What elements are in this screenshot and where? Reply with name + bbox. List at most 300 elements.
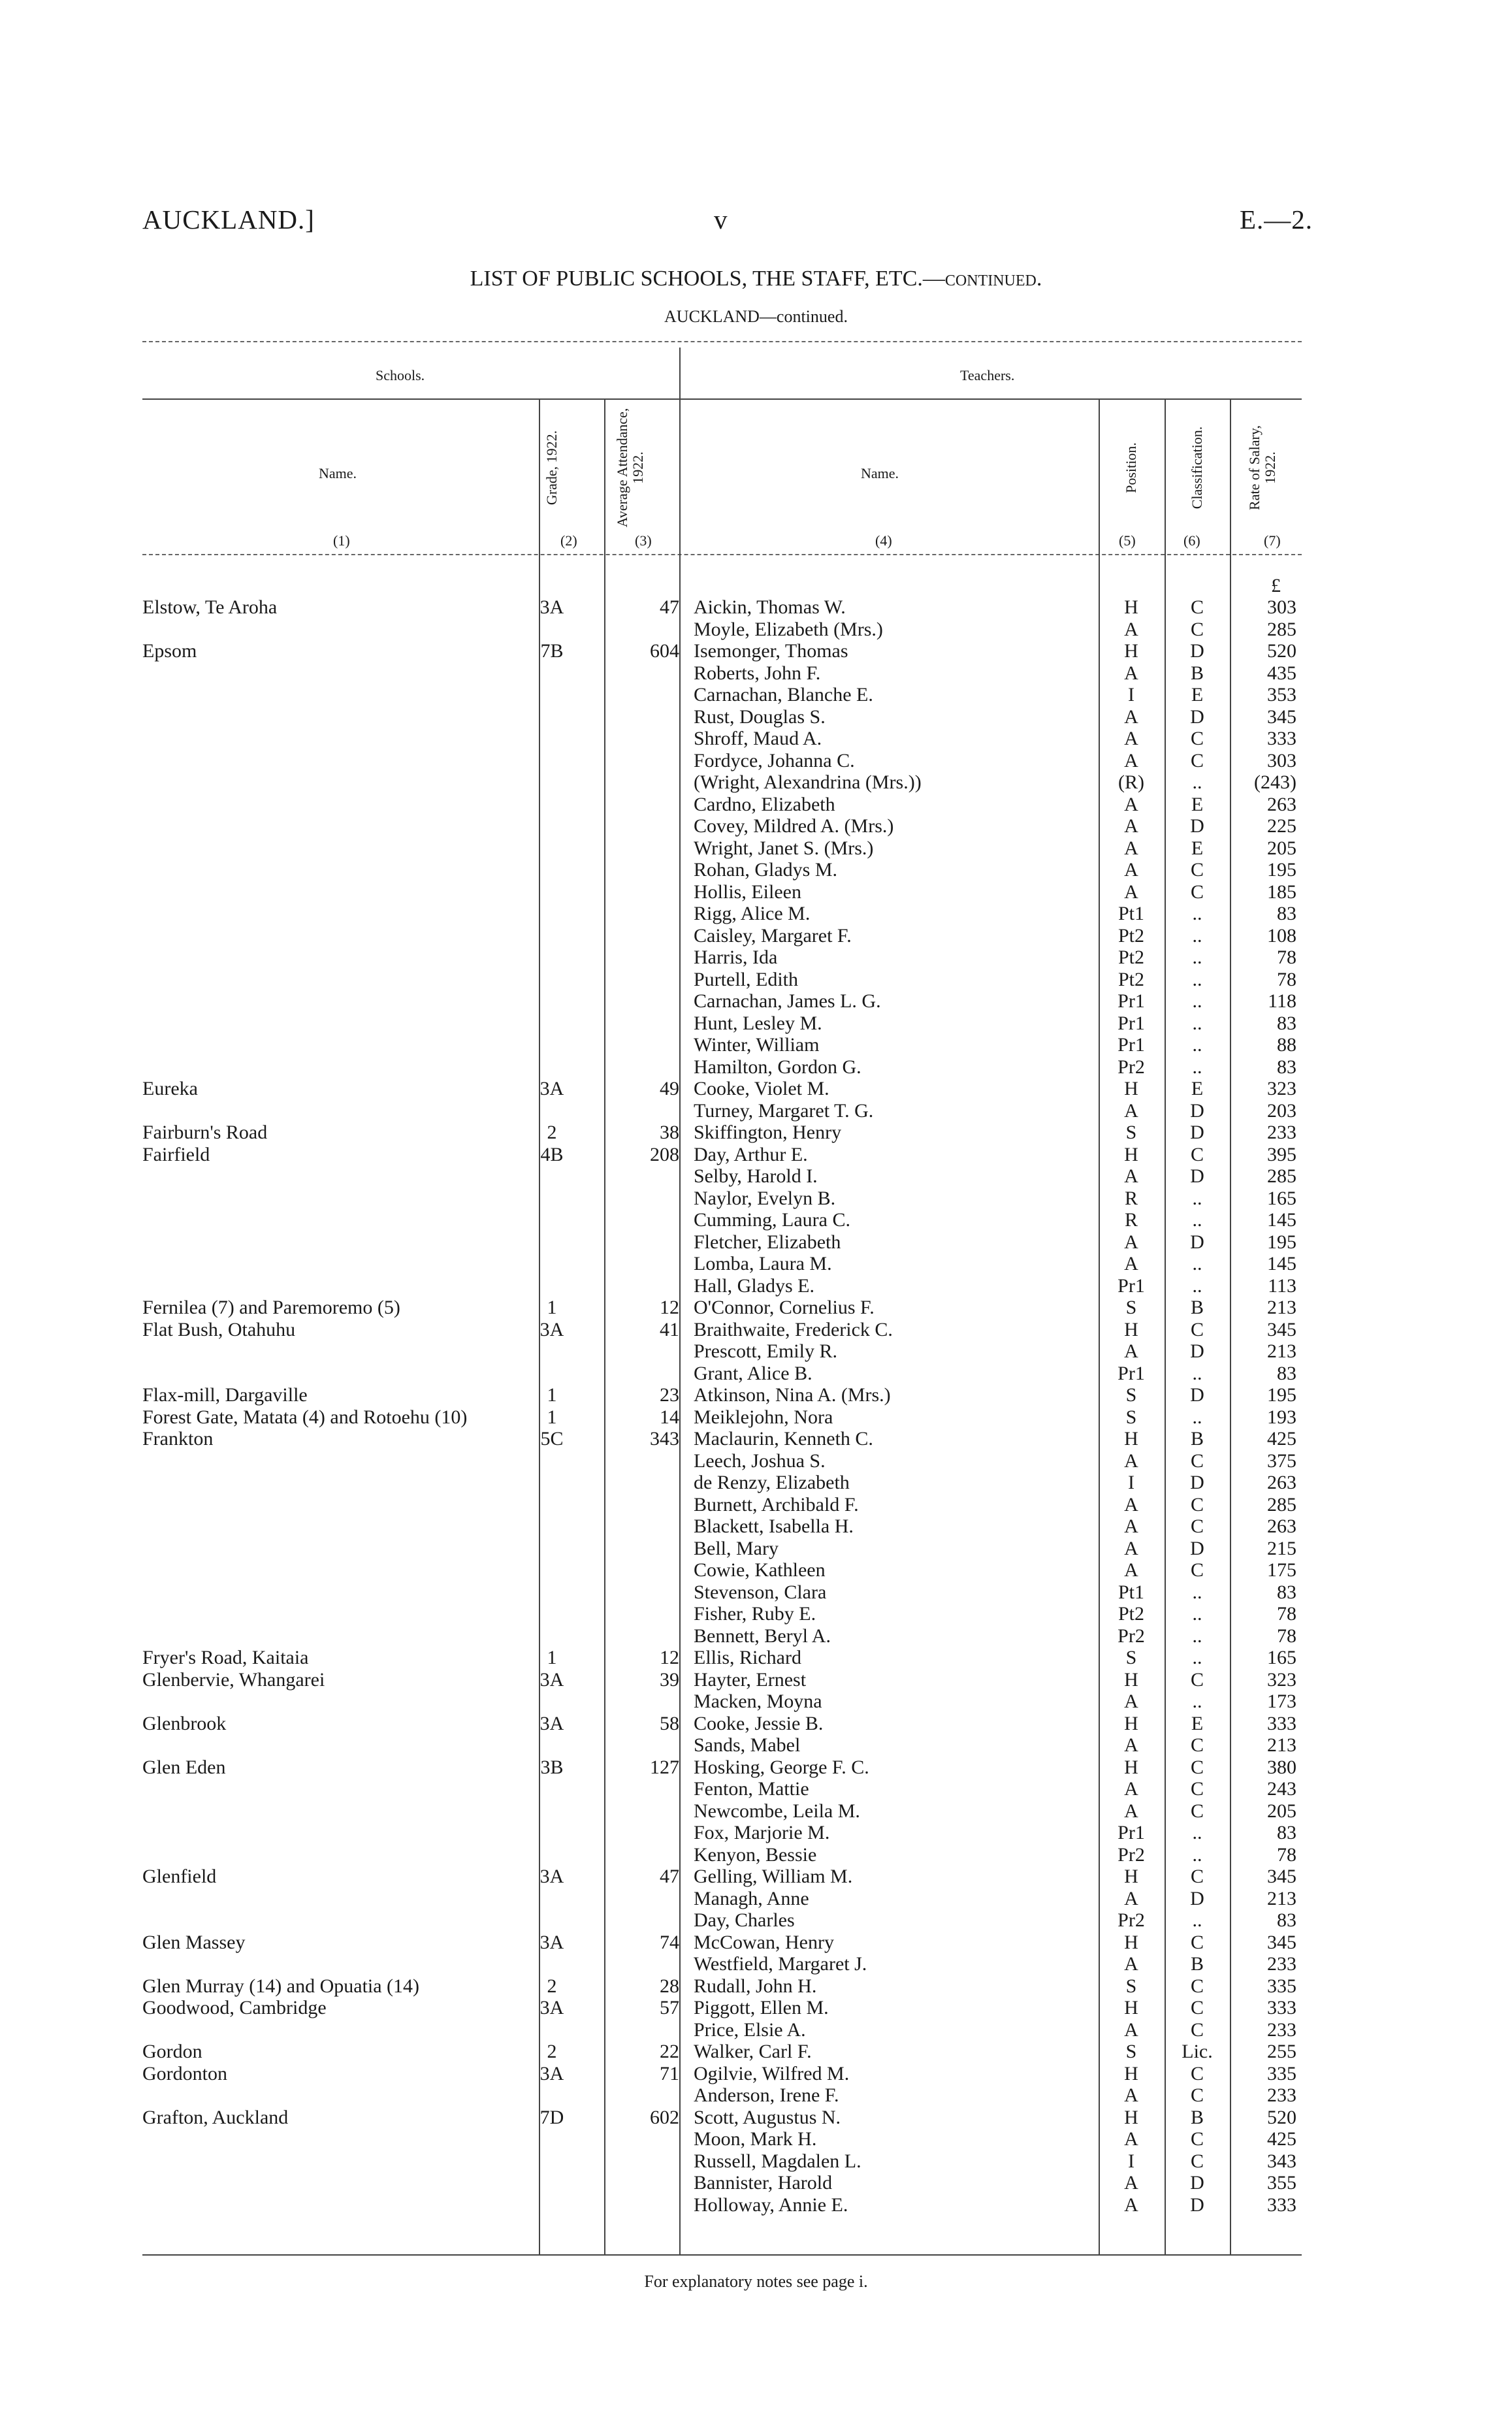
table-row	[0, 750, 1512, 772]
teacher-name: Harris, Ida	[694, 947, 778, 968]
teacher-classification: B	[1190, 1297, 1204, 1318]
teacher-name: Day, Charles	[694, 1909, 795, 1931]
school-grade: 3A	[539, 2062, 564, 2084]
teacher-position: S	[1125, 2041, 1137, 2062]
teacher-salary: 88	[1277, 1034, 1296, 1056]
school-grade: 1	[547, 1297, 557, 1318]
school-grade: 2	[547, 1975, 557, 1997]
teacher-salary: 375	[1267, 1450, 1296, 1472]
teacher-name: Lomba, Laura M.	[694, 1253, 832, 1274]
school-name: Fryer's Road, Kaitaia	[142, 1647, 309, 1668]
school-attendance: 38	[660, 1122, 679, 1143]
teacher-classification: ..	[1192, 968, 1202, 990]
header-attendance: Average Attendance, 1922.	[614, 408, 646, 528]
teacher-name: Hosking, George F. C.	[694, 1756, 869, 1778]
teacher-name: Moon, Mark H.	[694, 2128, 817, 2150]
teacher-classification: C	[1190, 749, 1204, 771]
school-attendance: 23	[660, 1384, 679, 1406]
currency-symbol: £	[1271, 575, 1281, 596]
teacher-classification: B	[1190, 1953, 1204, 1975]
teacher-name: Rust, Douglas S.	[694, 705, 826, 728]
teacher-classification: D	[1190, 2172, 1204, 2194]
teacher-position: A	[1124, 1537, 1138, 1559]
teacher-name: Piggott, Ellen M.	[694, 1997, 829, 2018]
teacher-name: Ellis, Richard	[694, 1647, 801, 1668]
table-row	[0, 1428, 1512, 1450]
teacher-salary: 215	[1267, 1537, 1296, 1559]
table-row	[0, 1844, 1512, 1866]
teacher-position: H	[1124, 640, 1138, 662]
teacher-name: Braithwaite, Frederick C.	[694, 1318, 893, 1340]
teacher-name: Hamilton, Gordon G.	[694, 1056, 861, 1078]
teacher-classification: C	[1190, 1450, 1204, 1472]
teacher-classification: C	[1190, 1997, 1204, 2018]
table-row	[0, 794, 1512, 816]
school-name: Gordon	[142, 2041, 202, 2062]
teacher-classification: ..	[1192, 1625, 1202, 1647]
teacher-name: Sands, Mabel	[694, 1734, 801, 1756]
teacher-salary: 78	[1277, 1603, 1296, 1625]
school-grade: 1	[547, 1647, 557, 1668]
footer-note: For explanatory notes see page i.	[644, 2272, 868, 2291]
teacher-position: H	[1124, 1931, 1138, 1953]
teacher-position: A	[1124, 1253, 1138, 1274]
teacher-position: A	[1124, 1559, 1138, 1581]
teacher-name: de Renzy, Elizabeth	[694, 1472, 850, 1493]
teacher-classification: ..	[1192, 1056, 1202, 1078]
teacher-classification: C	[1190, 1668, 1204, 1691]
teacher-salary: 213	[1267, 1734, 1296, 1756]
school-name: Flat Bush, Otahuhu	[142, 1318, 296, 1340]
table-row	[0, 1932, 1512, 1954]
teacher-position: H	[1124, 1866, 1138, 1887]
teacher-salary: 303	[1267, 596, 1296, 618]
teacher-position: Pr1	[1118, 1362, 1145, 1384]
school-name: Epsom	[142, 640, 197, 662]
table-row	[0, 1231, 1512, 1254]
teacher-salary: 78	[1277, 1843, 1296, 1866]
teacher-salary: 285	[1267, 1165, 1296, 1187]
teacher-salary: 175	[1267, 1559, 1296, 1581]
teacher-position: H	[1124, 1318, 1138, 1340]
table-row	[0, 1340, 1512, 1363]
teacher-name: Cooke, Violet M.	[694, 1078, 829, 1099]
teacher-salary: 380	[1267, 1756, 1296, 1778]
teacher-classification: C	[1190, 1143, 1204, 1165]
teacher-salary: 83	[1277, 903, 1296, 924]
teacher-classification: ..	[1192, 1034, 1202, 1056]
teacher-name: Bennett, Beryl A.	[694, 1625, 831, 1647]
school-attendance: 57	[660, 1997, 679, 2018]
teacher-name: Maclaurin, Kenneth C.	[694, 1428, 873, 1450]
teacher-position: A	[1124, 749, 1138, 771]
header-grade: Grade, 1922.	[543, 430, 560, 506]
teacher-name: Bannister, Harold	[694, 2172, 833, 2194]
school-grade: 3A	[539, 1866, 564, 1887]
column-header-rule	[142, 554, 1302, 555]
teacher-salary: 395	[1267, 1143, 1296, 1165]
school-name: Glenbervie, Whangarei	[142, 1668, 325, 1691]
school-grade: 1	[547, 1384, 557, 1406]
teacher-classification: D	[1190, 1887, 1204, 1909]
teacher-position: (R)	[1118, 771, 1144, 793]
teacher-name: Cumming, Laura C.	[694, 1209, 850, 1231]
school-name: Eureka	[142, 1078, 198, 1099]
teacher-name: Hayter, Ernest	[694, 1668, 807, 1691]
teacher-salary: 195	[1267, 1231, 1296, 1253]
table-row	[0, 2172, 1512, 2194]
school-attendance: 127	[650, 1756, 679, 1778]
teacher-salary: 333	[1267, 1712, 1296, 1734]
teacher-classification: ..	[1192, 1253, 1202, 1274]
table-row	[0, 619, 1512, 641]
teacher-salary: 233	[1267, 1122, 1296, 1143]
teacher-classification: B	[1190, 662, 1204, 684]
teacher-name: Burnett, Archibald F.	[694, 1493, 859, 1515]
group-header-rule	[142, 398, 1302, 400]
teacher-position: A	[1124, 1099, 1138, 1122]
school-attendance: 12	[660, 1297, 679, 1318]
school-grade: 7D	[539, 2106, 564, 2128]
teacher-classification: B	[1190, 1428, 1204, 1450]
teacher-name: Russell, Magdalen L.	[694, 2150, 861, 2172]
table-row	[0, 1188, 1512, 1210]
teacher-salary: 165	[1267, 1187, 1296, 1209]
teacher-salary: 83	[1277, 1012, 1296, 1034]
table-row	[0, 1603, 1512, 1625]
teacher-position: I	[1128, 2150, 1134, 2172]
school-attendance: 12	[660, 1647, 679, 1668]
teacher-salary: 355	[1267, 2172, 1296, 2194]
teacher-position: Pr1	[1118, 990, 1145, 1012]
teacher-classification: E	[1191, 1712, 1204, 1734]
teacher-name: Ogilvie, Wilfred M.	[694, 2062, 850, 2084]
teacher-position: A	[1124, 1515, 1138, 1537]
teacher-salary: 83	[1277, 1581, 1296, 1603]
teacher-position: A	[1124, 2172, 1138, 2194]
teacher-position: H	[1124, 2062, 1138, 2084]
teacher-classification: ..	[1192, 1909, 1202, 1931]
teacher-salary: 323	[1267, 1668, 1296, 1691]
teacher-classification: ..	[1192, 903, 1202, 924]
teacher-classification: E	[1191, 837, 1204, 859]
teacher-name: Price, Elsie A.	[694, 2018, 806, 2041]
teacher-salary: 225	[1267, 815, 1296, 837]
school-name: Glen Massey	[142, 1931, 246, 1953]
teacher-name: Hunt, Lesley M.	[694, 1012, 822, 1034]
table-row	[0, 1909, 1512, 1932]
school-name: Goodwood, Cambridge	[142, 1997, 327, 2018]
teacher-salary: 213	[1267, 1297, 1296, 1318]
teacher-position: A	[1124, 618, 1138, 640]
table-row	[0, 1691, 1512, 1713]
teacher-position: A	[1124, 1953, 1138, 1975]
teacher-name: Walker, Carl F.	[694, 2041, 812, 2062]
teacher-name: Atkinson, Nina A. (Mrs.)	[694, 1384, 891, 1406]
teacher-classification: ..	[1192, 1691, 1202, 1712]
table-row	[0, 1122, 1512, 1144]
teacher-name: Cardno, Elizabeth	[694, 793, 835, 815]
teacher-name: McCowan, Henry	[694, 1931, 834, 1953]
school-attendance: 602	[650, 2106, 679, 2128]
teacher-salary: 145	[1267, 1209, 1296, 1231]
table-row	[0, 1078, 1512, 1100]
teacher-salary: 185	[1267, 881, 1296, 903]
table-row	[0, 1384, 1512, 1406]
table-row	[0, 706, 1512, 728]
teacher-classification: E	[1191, 1078, 1204, 1099]
teacher-name: Fletcher, Elizabeth	[694, 1231, 841, 1253]
teacher-name: Bell, Mary	[694, 1537, 779, 1559]
teacher-position: A	[1124, 837, 1138, 859]
table-row	[0, 1778, 1512, 1800]
teacher-salary: 335	[1267, 2062, 1296, 2084]
teacher-salary: 435	[1267, 662, 1296, 684]
table-row	[0, 662, 1512, 685]
table-row	[0, 1012, 1512, 1035]
table-row	[0, 2084, 1512, 2107]
teacher-salary: 263	[1267, 1515, 1296, 1537]
teacher-name: Carnachan, Blanche E.	[694, 684, 873, 705]
teacher-salary: 173	[1267, 1691, 1296, 1712]
teacher-position: I	[1128, 1472, 1134, 1493]
teacher-classification: D	[1190, 1384, 1204, 1406]
teacher-salary: 520	[1267, 640, 1296, 662]
teacher-classification: C	[1190, 2018, 1204, 2041]
header-teacher-name: Name.	[861, 465, 899, 481]
teacher-position: H	[1124, 2106, 1138, 2128]
table-row	[0, 1757, 1512, 1779]
teacher-position: H	[1124, 1668, 1138, 1691]
teacher-salary: 335	[1267, 1975, 1296, 1997]
teacher-name: Fox, Marjorie M.	[694, 1822, 830, 1843]
teacher-salary: 303	[1267, 749, 1296, 771]
teacher-classification: C	[1190, 1734, 1204, 1756]
teacher-salary: 263	[1267, 793, 1296, 815]
teacher-salary: 205	[1267, 837, 1296, 859]
teacher-salary: 213	[1267, 1340, 1296, 1362]
teacher-name: O'Connor, Cornelius F.	[694, 1297, 875, 1318]
teacher-name: Fordyce, Johanna C.	[694, 749, 855, 771]
teacher-classification: ..	[1192, 1362, 1202, 1384]
school-grade: 3A	[539, 596, 564, 618]
teacher-name: Shroff, Maud A.	[694, 728, 822, 749]
table-row	[0, 859, 1512, 881]
teacher-classification: C	[1190, 2062, 1204, 2084]
teacher-classification: C	[1190, 728, 1204, 749]
teacher-name: Fenton, Mattie	[694, 1778, 809, 1800]
teacher-position: A	[1124, 662, 1138, 684]
school-attendance: 208	[650, 1143, 679, 1165]
teacher-classification: ..	[1192, 990, 1202, 1012]
teacher-position: Pr1	[1118, 1822, 1145, 1843]
teacher-name: Fisher, Ruby E.	[694, 1603, 816, 1625]
header-classification: Classification.	[1189, 426, 1205, 510]
table-row	[0, 1647, 1512, 1669]
table-row	[0, 990, 1512, 1012]
school-attendance: 39	[660, 1668, 679, 1691]
teacher-name: Isemonger, Thomas	[694, 640, 848, 662]
table-row	[0, 1363, 1512, 1385]
teacher-name: Roberts, John F.	[694, 662, 821, 684]
teacher-classification: C	[1190, 2150, 1204, 2172]
teacher-name: Blackett, Isabella H.	[694, 1515, 854, 1537]
teacher-salary: 78	[1277, 1625, 1296, 1647]
header-position: Position.	[1123, 442, 1139, 493]
teacher-name: Meiklejohn, Nora	[694, 1406, 833, 1428]
teacher-name: Turney, Margaret T. G.	[694, 1099, 874, 1122]
teacher-position: Pt2	[1118, 968, 1145, 990]
col-number-3: (3)	[635, 532, 652, 549]
teacher-salary: 78	[1277, 947, 1296, 968]
teacher-classification: D	[1190, 1122, 1204, 1143]
teacher-position: Pr2	[1118, 1056, 1145, 1078]
table-row	[0, 2041, 1512, 2063]
teacher-position: H	[1124, 596, 1138, 618]
teacher-position: A	[1124, 1493, 1138, 1515]
teacher-classification: ..	[1192, 1603, 1202, 1625]
teacher-position: A	[1124, 1691, 1138, 1712]
table-row	[0, 925, 1512, 947]
teacher-salary: 345	[1267, 1318, 1296, 1340]
teacher-salary: 118	[1268, 990, 1296, 1012]
table-row	[0, 2194, 1512, 2216]
teacher-salary: 425	[1267, 1428, 1296, 1450]
teacher-position: Pr2	[1118, 1625, 1145, 1647]
teacher-name: Rudall, John H.	[694, 1975, 817, 1997]
teacher-salary: 195	[1267, 859, 1296, 881]
teacher-name: Kenyon, Bessie	[694, 1843, 817, 1866]
teacher-classification: Lic.	[1182, 2041, 1213, 2062]
table-row	[0, 771, 1512, 794]
teacher-salary: 345	[1267, 1931, 1296, 1953]
teacher-position: H	[1124, 1078, 1138, 1099]
table-row	[0, 1822, 1512, 1844]
teacher-position: A	[1124, 815, 1138, 837]
teacher-salary: 108	[1267, 924, 1296, 947]
teacher-position: S	[1125, 1406, 1137, 1428]
teacher-salary: 83	[1277, 1822, 1296, 1843]
teacher-position: S	[1125, 1975, 1137, 1997]
school-grade: 1	[547, 1406, 557, 1428]
teacher-classification: B	[1190, 2106, 1204, 2128]
teacher-salary: 233	[1267, 2084, 1296, 2106]
teacher-classification: D	[1190, 705, 1204, 728]
teacher-salary: 263	[1267, 1472, 1296, 1493]
school-name: Elstow, Te Aroha	[142, 596, 278, 618]
table-row	[0, 1450, 1512, 1472]
table-row	[0, 1144, 1512, 1166]
teacher-name: Selby, Harold I.	[694, 1165, 818, 1187]
school-attendance: 49	[660, 1078, 679, 1099]
teacher-classification: ..	[1192, 947, 1202, 968]
teacher-position: A	[1124, 1450, 1138, 1472]
teacher-name: Carnachan, James L. G.	[694, 990, 881, 1012]
teacher-classification: C	[1190, 1866, 1204, 1887]
school-grade: 3A	[539, 1318, 564, 1340]
teacher-name: Purtell, Edith	[694, 968, 798, 990]
school-attendance: 22	[660, 2041, 679, 2062]
teacher-salary: 243	[1267, 1778, 1296, 1800]
table-row	[0, 1559, 1512, 1581]
table-row	[0, 2128, 1512, 2150]
teacher-classification: D	[1190, 1537, 1204, 1559]
group-header-teachers: Teachers.	[960, 367, 1015, 383]
teacher-name: Managh, Anne	[694, 1887, 809, 1909]
teacher-name: Day, Arthur E.	[694, 1143, 808, 1165]
table-bottom-rule	[142, 2254, 1302, 2256]
table-row	[0, 969, 1512, 991]
table-row	[0, 1275, 1512, 1297]
teacher-salary: 353	[1267, 684, 1296, 705]
header-school-name: Name.	[319, 465, 357, 481]
col-number-5: (5)	[1119, 532, 1136, 549]
school-attendance: 28	[660, 1975, 679, 1997]
teacher-classification: D	[1190, 1340, 1204, 1362]
teacher-position: Pr1	[1118, 1012, 1145, 1034]
table-row	[0, 1713, 1512, 1735]
teacher-classification: C	[1190, 596, 1204, 618]
teacher-salary: 285	[1267, 1493, 1296, 1515]
table-row	[0, 2019, 1512, 2041]
teacher-position: A	[1124, 1778, 1138, 1800]
teacher-classification: D	[1190, 640, 1204, 662]
teacher-classification: C	[1190, 1318, 1204, 1340]
teacher-position: Pt2	[1118, 1603, 1145, 1625]
school-attendance: 74	[660, 1931, 679, 1953]
teacher-position: H	[1124, 1428, 1138, 1450]
teacher-classification: ..	[1192, 1274, 1202, 1297]
teacher-position: H	[1124, 1712, 1138, 1734]
teacher-salary: (243)	[1254, 771, 1296, 793]
teacher-name: Wright, Janet S. (Mrs.)	[694, 837, 874, 859]
school-grade: 2	[547, 1122, 557, 1143]
teacher-classification: ..	[1192, 1406, 1202, 1428]
col-number-2: (2)	[560, 532, 577, 549]
teacher-position: A	[1124, 2018, 1138, 2041]
table-row	[0, 837, 1512, 860]
school-attendance: 14	[660, 1406, 679, 1428]
table-row	[0, 2063, 1512, 2085]
teacher-name: Holloway, Annie E.	[694, 2194, 848, 2216]
teacher-classification: ..	[1192, 924, 1202, 947]
teacher-classification: C	[1190, 859, 1204, 881]
teacher-name: Leech, Joshua S.	[694, 1450, 826, 1472]
teacher-classification: ..	[1192, 1209, 1202, 1231]
teacher-classification: C	[1190, 1756, 1204, 1778]
teacher-salary: 345	[1267, 1866, 1296, 1887]
teacher-salary: 113	[1268, 1274, 1296, 1297]
table-row	[0, 1209, 1512, 1231]
teacher-classification: C	[1190, 1800, 1204, 1822]
table-row	[0, 1625, 1512, 1647]
school-name: Gordonton	[142, 2062, 227, 2084]
teacher-salary: 203	[1267, 1099, 1296, 1122]
table-row	[0, 1581, 1512, 1604]
teacher-salary: 343	[1267, 2150, 1296, 2172]
table-row	[0, 2150, 1512, 2173]
teacher-classification: E	[1191, 793, 1204, 815]
table-row	[0, 1515, 1512, 1538]
teacher-salary: 165	[1267, 1647, 1296, 1668]
table-row	[0, 684, 1512, 706]
col-number-6: (6)	[1183, 532, 1200, 549]
teacher-salary: 285	[1267, 618, 1296, 640]
school-name: Glenbrook	[142, 1712, 227, 1734]
col-number-4: (4)	[875, 532, 892, 549]
teacher-salary: 195	[1267, 1384, 1296, 1406]
school-name: Frankton	[142, 1428, 214, 1450]
